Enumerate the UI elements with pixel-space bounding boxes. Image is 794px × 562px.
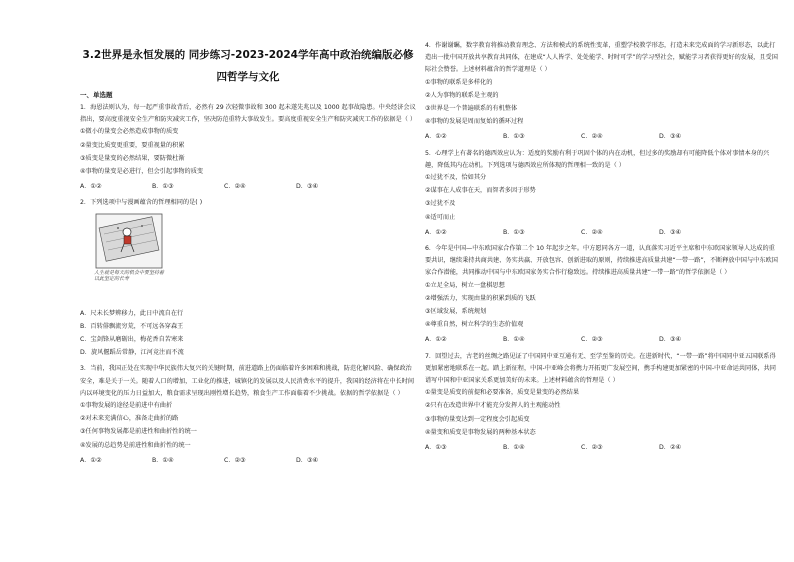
question-6 xyxy=(425,243,780,347)
statement-option: ②增强活力，实现由量的积累到质的飞跃 xyxy=(425,294,536,302)
question-2 xyxy=(80,197,416,359)
choice-b: B．①③ xyxy=(503,228,525,236)
choice-a: A．①② xyxy=(425,228,447,236)
question-stem: 6．今年是中国—中东欧国家合作第二个 10 年起步之年。中方愿同各方一道，认真落实习近平主席和中东欧国家领导人达成的重要共识，继续秉持共商共建、务实共赢、开放包容、创新进取的原则，持续推进高质量共建“一带一路”，不断释放中国与中东欧国家合作潜能，共同推动中国与中东欧国家务实合作行稳致远。持续推进高质量共建“一带一路”的哲学依据是（ ） xyxy=(425,245,778,277)
choice-d: D．③④ xyxy=(296,183,319,191)
statement-option: ③区域发展，系统规划 xyxy=(425,308,487,316)
choice-d: D．③④ xyxy=(659,133,682,141)
choice-d: D．③④ xyxy=(659,336,682,344)
statement-option: ③任何事物发展都是前进性和曲折性的统一 xyxy=(80,428,197,436)
question-7 xyxy=(425,351,780,455)
choice-a: A．①② xyxy=(80,456,102,464)
choice-a: A．①② xyxy=(425,133,447,141)
section-heading: 一、单选题 xyxy=(80,91,113,99)
choice-c: C．②④ xyxy=(581,228,603,236)
choice-c: C．②③ xyxy=(224,456,246,464)
statement-option: ④尊重自然，树立科学的生态价值观 xyxy=(425,321,524,329)
answer-choices xyxy=(425,227,780,239)
choice-a: A．①② xyxy=(80,183,102,191)
question-1 xyxy=(80,102,416,193)
left-column xyxy=(80,90,416,471)
statement-option: ③过犹不及 xyxy=(425,200,456,208)
choice-a: A．①② xyxy=(425,336,447,344)
statement-option: ①过犹不及，恰如其分 xyxy=(425,174,487,182)
answer-choices xyxy=(80,181,416,193)
choice-b: B．①④ xyxy=(503,444,525,452)
answer-choices xyxy=(80,455,416,467)
choice-b: B．①④ xyxy=(503,336,525,344)
statement-option: ③世界是一个普遍联系的有机整体 xyxy=(425,105,518,113)
cartoon-image xyxy=(94,212,164,304)
choice-d: D．③④ xyxy=(659,228,682,236)
statement-option: ①事物发展的途径是前进中有曲折 xyxy=(80,402,173,410)
statement-option: ①量变是质变的前提和必要准备，质变是量变的必然结果 xyxy=(425,389,580,397)
statement-option: ②谋事在人成事在天，而智者多因于形势 xyxy=(425,187,536,195)
choice-c: C．②④ xyxy=(224,183,246,191)
choice-b: B．①③ xyxy=(503,133,525,141)
question-stem: 7．回望过去，古老的丝绸之路见证了中国同中亚互通有无、至学至鉴的历史。在进新时代，“一带一路”将中国同中亚五国联系得更加紧密地联系在一起。踏上新征程，中国-中亚峰会将携力开拓更广发展空间，携手构建更加紧密的中国-中亚命运共同体，共同谱写中国和中亚国家关系更加美好的未来。上述材料蕴含的哲理是（ ） xyxy=(425,352,776,385)
statement-option: ④事物的发展是周而复始的循环过程 xyxy=(425,118,524,126)
statement-option: ①事物的联系是多样化的 xyxy=(425,78,493,86)
question-stem: 3．当前，我国正处在实现中华民族伟大复兴的关键时期，前进道路上仍面临着许多困难和挑战，防范化解风险、确保政治安全，难是关于一关。随着人口的增加，工业化的推进，城镇化的发展以及人民消费水平的提升，我国的经济将在中长时间内以环境变化的压力日益加大，粮食需求呈现出刚性增长趋势，粮食生产工作面临着不少挑战。依据的哲学依据是（ ） xyxy=(80,365,415,397)
statement-option: ①微小的量变会必然造成事物的质变 xyxy=(80,128,179,136)
statement-option: ①立足全局，树立一盘棋思想 xyxy=(425,281,505,289)
statement-option: ④事物的量变是必进行，但会引起事物的质变 xyxy=(80,168,204,176)
choice-b: B．①④ xyxy=(152,456,174,464)
statement-option: ③质变是量变的必然结果，要防微杜渐 xyxy=(80,154,185,162)
question-5 xyxy=(425,148,780,239)
statement-option: ④量变和质变是事物发展的两种基本状态 xyxy=(425,428,536,436)
question-stem: 4．作谢谢瞩，数字教育将推动教育理念、方法和模式的系统性变革，重塑学校教学形态，打造未来完成面的学习新形态，以此打造出一批中国开放共享教育共同体，在建成“人人皆学、处处能学、时时可学”的学习型社会，赋能学习者获得更好的发展，且受国际社会赞誉。上述材料蕴含的哲学道理是（ ） xyxy=(425,42,778,74)
right-column xyxy=(425,40,780,458)
answer-choices xyxy=(425,131,780,143)
cartoon-caption: 人生就是每天的机会中要坚持着以此坚定的长寿 xyxy=(94,269,165,283)
answer-option: D．旋风偃蹈岳常静，江河竞注而不流 xyxy=(80,349,184,357)
cartoon-drawing xyxy=(94,212,164,270)
answer-choices xyxy=(425,442,780,454)
answer-option: B．百转俳飘流穷荒，不可远各穿森王 xyxy=(80,322,184,330)
choice-a: A．①③ xyxy=(425,444,447,452)
question-4 xyxy=(425,40,780,144)
choice-d: D．③④ xyxy=(296,456,319,464)
choice-c: C．②③ xyxy=(581,336,603,344)
question-stem: 1．海恩法则认为，每一起严重事故背后，必然有 29 次轻微事故和 300 起未遂先兆以及 1000 起事故隐患。中央经济会议指出，要高度重视安全生产和防灾减灾工作，坚决防范重特大事故发生。要高度重视安全生产和防灾减灾工作的依据是（ ） xyxy=(80,104,417,124)
choice-d: D．②④ xyxy=(659,444,682,452)
statement-option: ②对未来充满信心，准备走曲折的路 xyxy=(80,415,179,423)
page-title: 3.2世界是永恒发展的 同步练习-2023-2024学年高中政治统编版必修四哲学与文化 xyxy=(82,49,414,83)
choice-b: B．①③ xyxy=(152,183,174,191)
answer-option: A．尺未长梦辨移力，此日中流自在行 xyxy=(80,309,184,317)
answer-option: C．宝剑锋从磨砺出，梅花香自苦寒来 xyxy=(80,336,184,344)
question-stem: 2．下列选项中与漫画蕴含的哲理相同的是( ) xyxy=(80,199,203,207)
statement-option: ③事物的量变达到一定程度会引起质变 xyxy=(425,415,530,423)
statement-option: ④发展的总趋势是前进性和曲折性的统一 xyxy=(80,441,191,449)
statement-option: ④适可而止 xyxy=(425,213,456,221)
statement-option: ②量变比质变更重要，要重视量的积累 xyxy=(80,141,185,149)
statement-option: ②人为事物的联系是主观的 xyxy=(425,91,499,99)
choice-c: C．②③ xyxy=(581,444,603,452)
question-3 xyxy=(80,363,416,467)
statement-option: ②只有在改造世界中才能充分发挥人的主观能动性 xyxy=(425,402,561,410)
question-stem: 5．心理学上有著名的德西效应认为：适度的奖励有利于巩固个体的内在动机，但过多的奖励却有可能降低个体对事情本身的兴趣，降低其内在动机。下列选项与德西效应所体现的哲理相一致的是（ ） xyxy=(425,149,770,169)
choice-c: C．②④ xyxy=(581,133,603,141)
answer-choices xyxy=(425,334,780,346)
